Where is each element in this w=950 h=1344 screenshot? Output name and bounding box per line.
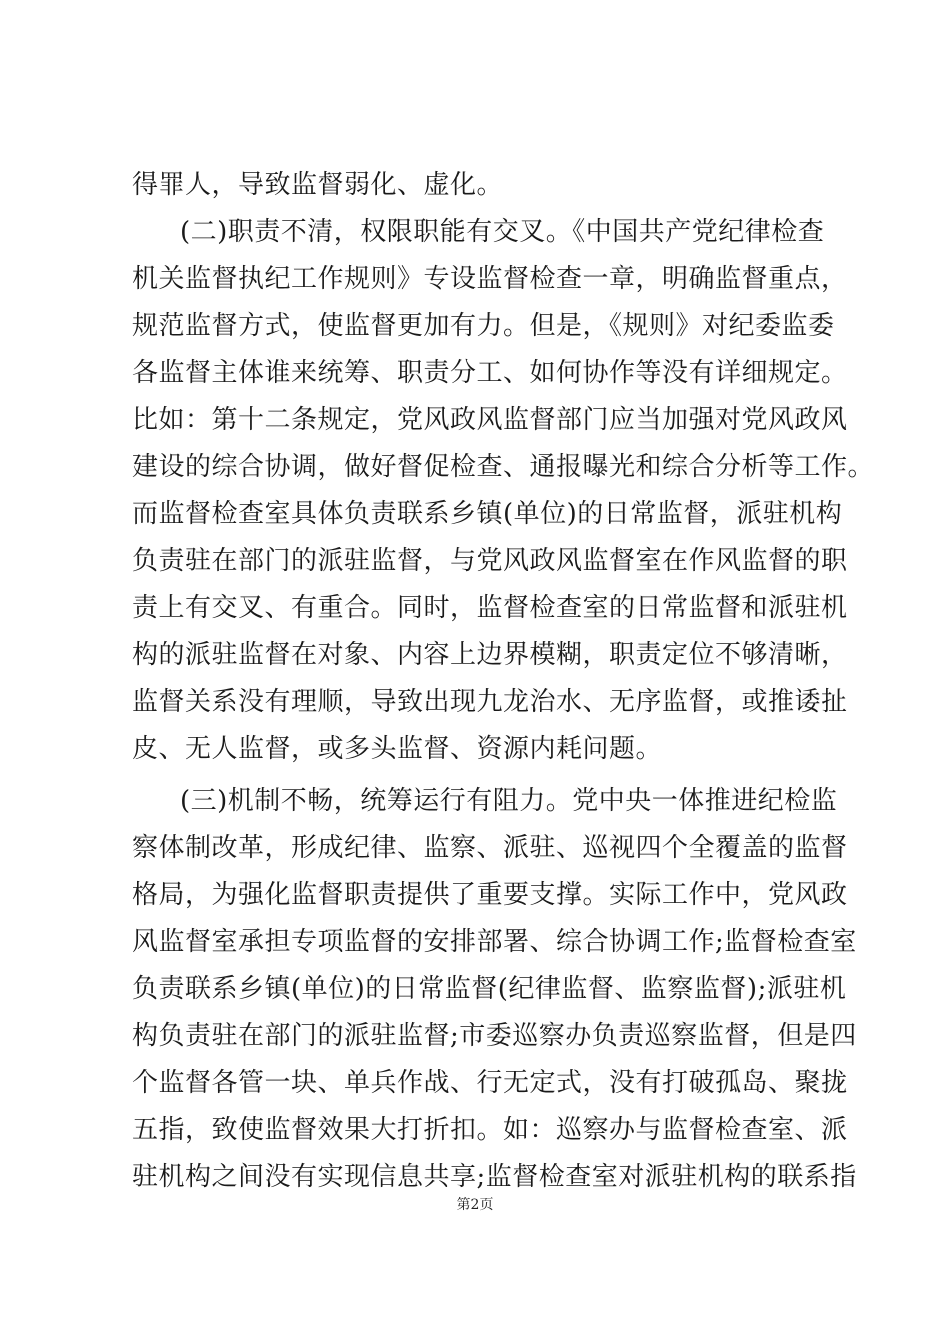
- text-line: 构的派驻监督在对象、内容上边界模糊，职责定位不够清晰，: [132, 640, 848, 670]
- text-line: 建设的综合协调，做好督促检查、通报曝光和综合分析等工作。: [132, 452, 875, 482]
- text-line: 负责联系乡镇(单位)的日常监督(纪律监督、监察监督);派驻机: [132, 974, 847, 1004]
- text-line: 比如：第十二条规定，党风政风监督部门应当加强对党风政风: [132, 405, 848, 435]
- text-line: 各监督主体谁来统筹、职责分工、如何协作等没有详细规定。: [132, 358, 848, 388]
- text-line: 负责驻在部门的派驻监督，与党风政风监督室在作风监督的职: [132, 546, 848, 576]
- text-line: 五指，致使监督效果大打折扣。如：巡察办与监督检查室、派: [132, 1115, 848, 1145]
- body-text: [132, 170, 875, 1211]
- text-line: 皮、无人监督，或多头监督、资源内耗问题。: [132, 734, 663, 764]
- text-line: 而监督检查室具体负责联系乡镇(单位)的日常监督，派驻机构: [132, 499, 843, 529]
- text-line: 机关监督执纪工作规则》专设监督检查一章，明确监督重点，: [132, 264, 848, 294]
- text-line: 风监督室承担专项监督的安排部署、综合协调工作;监督检查室: [132, 927, 857, 957]
- text-line-section-heading: (二)职责不清，权限职能有交叉。《中国共产党纪律检查: [180, 217, 825, 247]
- text-line: 得罪人，导致监督弱化、虚化。: [132, 170, 504, 200]
- text-line: 格局，为强化监督职责提供了重要支撑。实际工作中，党风政: [132, 880, 848, 910]
- text-line: 监督关系没有理顺，导致出现九龙治水、无序监督，或推诿扯: [132, 687, 848, 717]
- page-number: 第2页: [456, 1197, 494, 1213]
- text-line-section-heading: (三)机制不畅，统筹运行有阻力。党中央一体推进纪检监: [180, 786, 838, 816]
- text-line: 责上有交叉、有重合。同时，监督检查室的日常监督和派驻机: [132, 593, 848, 623]
- text-line: 个监督各管一块、单兵作战、行无定式，没有打破孤岛、聚拢: [132, 1068, 848, 1098]
- text-line: 驻机构之间没有实现信息共享;监督检查室对派驻机构的联系指: [132, 1162, 857, 1192]
- text-line: 规范监督方式，使监督更加有力。但是，《规则》对纪委监委: [132, 311, 835, 341]
- text-line: 察体制改革，形成纪律、监察、派驻、巡视四个全覆盖的监督: [132, 833, 848, 863]
- text-line: 构负责驻在部门的派驻监督;市委巡察办负责巡察监督，但是四: [132, 1021, 857, 1051]
